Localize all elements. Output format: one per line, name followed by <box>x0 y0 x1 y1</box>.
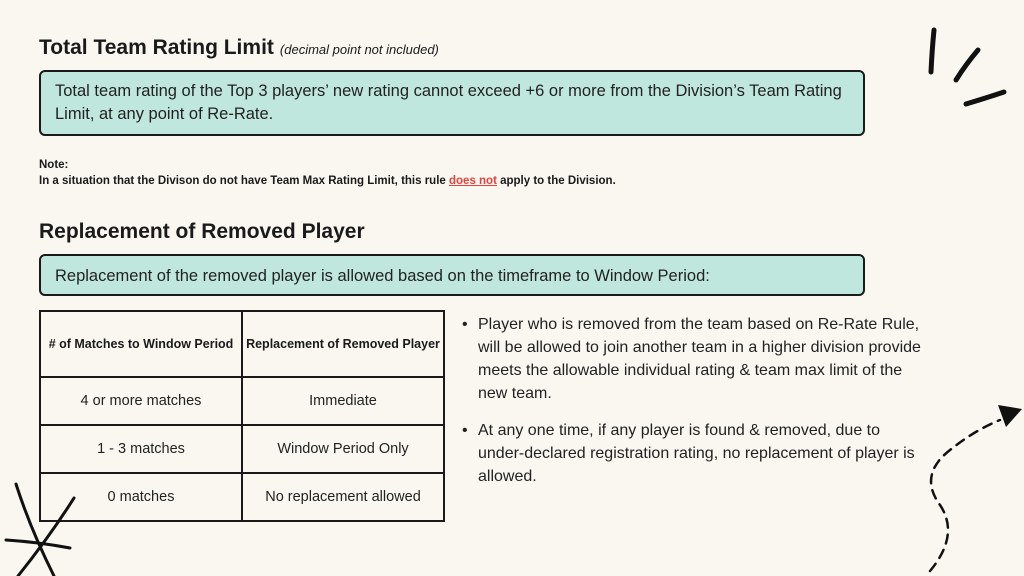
cross-strokes-icon <box>0 478 90 576</box>
table-cell: 1 - 3 matches <box>40 425 242 473</box>
note-block <box>39 157 616 189</box>
table-cell: 4 or more matches <box>40 377 242 425</box>
note-label: Note: <box>39 159 69 171</box>
table-cell: Window Period Only <box>242 425 444 473</box>
bullet-item: • Player who is removed from the team based on Re-Rate Rule, will be allowed to join another team in a higher division provide meets the allowable individual rating & team max limit of the new team. <box>460 313 930 405</box>
dashed-arrow-icon <box>900 395 1024 576</box>
replacement-text: Replacement of the removed player is allowed based on the timeframe to Window Period: <box>55 267 710 285</box>
note-highlight: does not <box>449 175 497 187</box>
section-title-text: Total Team Rating Limit <box>39 36 274 59</box>
replacement-table <box>39 310 445 522</box>
table-header-replacement: Replacement of Removed Player <box>242 311 444 377</box>
table-row <box>40 473 444 521</box>
section-title-replacement: Replacement of Removed Player <box>39 220 365 243</box>
table-row <box>40 377 444 425</box>
table-cell: Immediate <box>242 377 444 425</box>
note-text-after: apply to the Division. <box>496 175 616 187</box>
rating-limit-box <box>39 70 865 136</box>
table-cell: 0 matches <box>40 473 242 521</box>
bullet-list <box>460 313 930 502</box>
rating-limit-text: Total team rating of the Top 3 players’ new rating cannot exceed +6 or more from the Division’s Team Rating Limit, at any point of Re-Rate. <box>55 82 842 123</box>
table-header-matches: # of Matches to Window Period <box>40 311 242 377</box>
table-row <box>40 425 444 473</box>
table-cell: No replacement allowed <box>242 473 444 521</box>
note-text <box>39 173 616 189</box>
table-header-row <box>40 311 444 377</box>
bullet-item: • At any one time, if any player is found & removed, due to under-declared registration rating, no replacement of player is allowed. <box>460 419 930 488</box>
section-title-team-rating-limit <box>39 36 439 60</box>
section-subtitle: (decimal point not included) <box>279 42 439 57</box>
replacement-box <box>39 254 865 296</box>
note-text-before: In a situation that the Divison do not have Team Max Rating Limit, this rule <box>39 175 449 187</box>
sparkle-strokes-icon <box>900 20 1020 120</box>
